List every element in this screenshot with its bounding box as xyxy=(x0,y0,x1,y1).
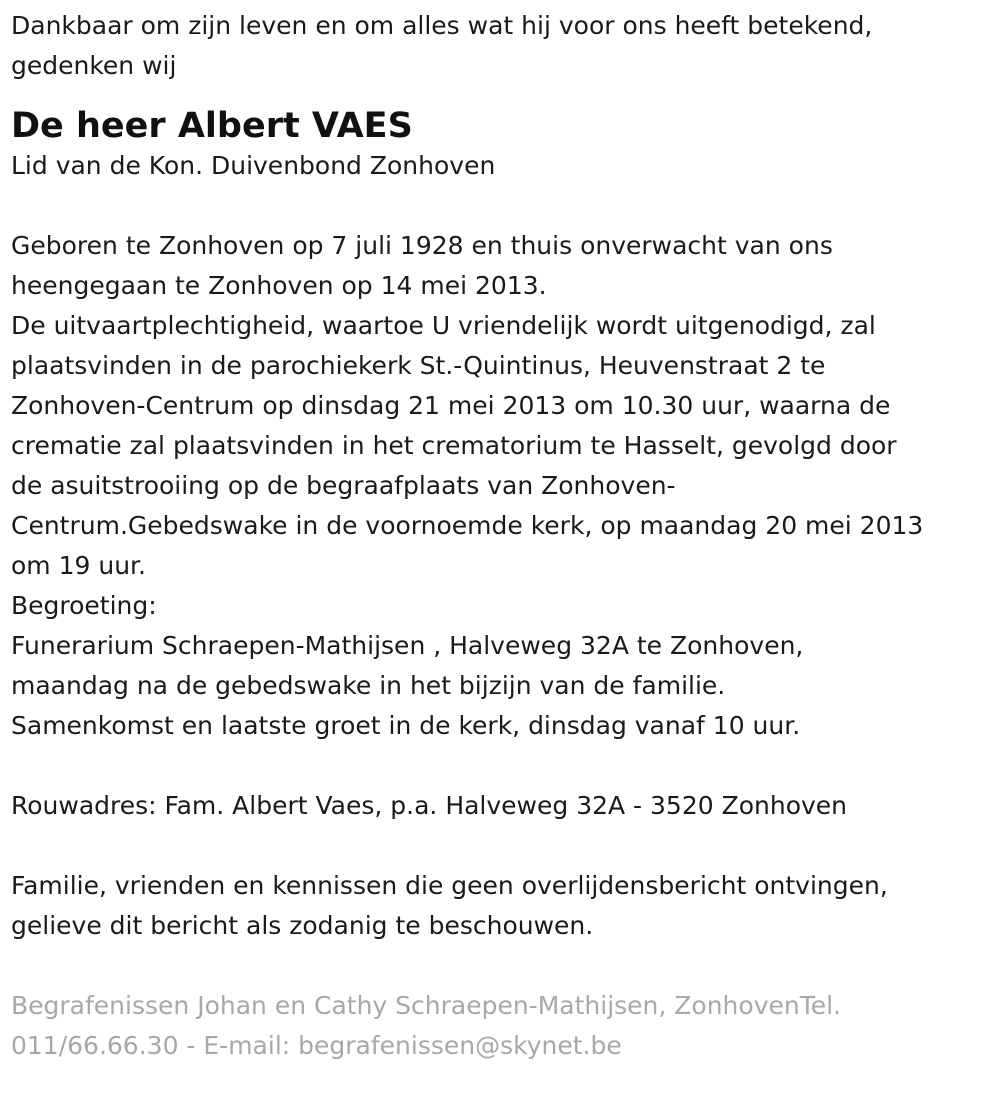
funeral-home-footer xyxy=(11,986,986,1066)
email-link[interactable]: begrafenissen@skynet.be xyxy=(298,1031,622,1060)
deceased-name: De heer Albert VAES xyxy=(11,106,413,146)
spacer xyxy=(11,746,986,786)
greeting-label: Begroeting: xyxy=(11,591,157,620)
death-notice xyxy=(11,6,986,1066)
spacer xyxy=(11,826,986,866)
intro-text: Dankbaar om zijn leven en om alles wat hij voor ons heeft betekend, gedenken wij xyxy=(11,11,873,80)
funeral-home-name: Begrafenissen Johan en Cathy Schraepen-Mathijsen, ZonhovenTel. xyxy=(11,991,842,1020)
spacer xyxy=(11,946,986,986)
phone-text: 011/66.66.30 - E-mail: xyxy=(11,1031,299,1060)
mourning-address: Rouwadres: Fam. Albert Vaes, p.a. Halveweg 32A - 3520 Zonhoven xyxy=(11,791,848,820)
greeting-details: Funerarium Schraepen-Mathijsen , Halveweg 32A te Zonhoven, maandag na de gebedswake in het bijzijn van de familie. Samenkomst en laatste groet in de kerk, dinsdag vanaf 10 uur. xyxy=(11,631,804,740)
closing-text: Familie, vrienden en kennissen die geen overlijdensbericht ontvingen, gelieve dit bericht als zodanig te beschouwen. xyxy=(11,871,888,940)
birth-death-text: Geboren te Zonhoven op 7 juli 1928 en thuis onverwacht van ons heengegaan te Zonhoven op 14 mei 2013. xyxy=(11,231,833,300)
contact-line xyxy=(11,1026,986,1066)
ceremony-text: De uitvaartplechtigheid, waartoe U vriendelijk wordt uitgenodigd, zal plaatsvinden in de parochiekerk St.-Quintinus, Heuvenstraat 2 te Zonhoven-Centrum op dinsdag 21 mei 2013 om 10.30 uur, waarna de crematie zal plaatsvinden in het crematorium te Hasselt, gevolgd door de asuitstrooiing op de begraafplaats van Zonhoven- Centrum.Gebedswake in de voornoemde kerk, op maandag 20 mei 2013 om 19 uur. xyxy=(11,311,924,580)
membership-text: Lid van de Kon. Duivenbond Zonhoven xyxy=(11,151,496,180)
spacer xyxy=(11,186,986,226)
